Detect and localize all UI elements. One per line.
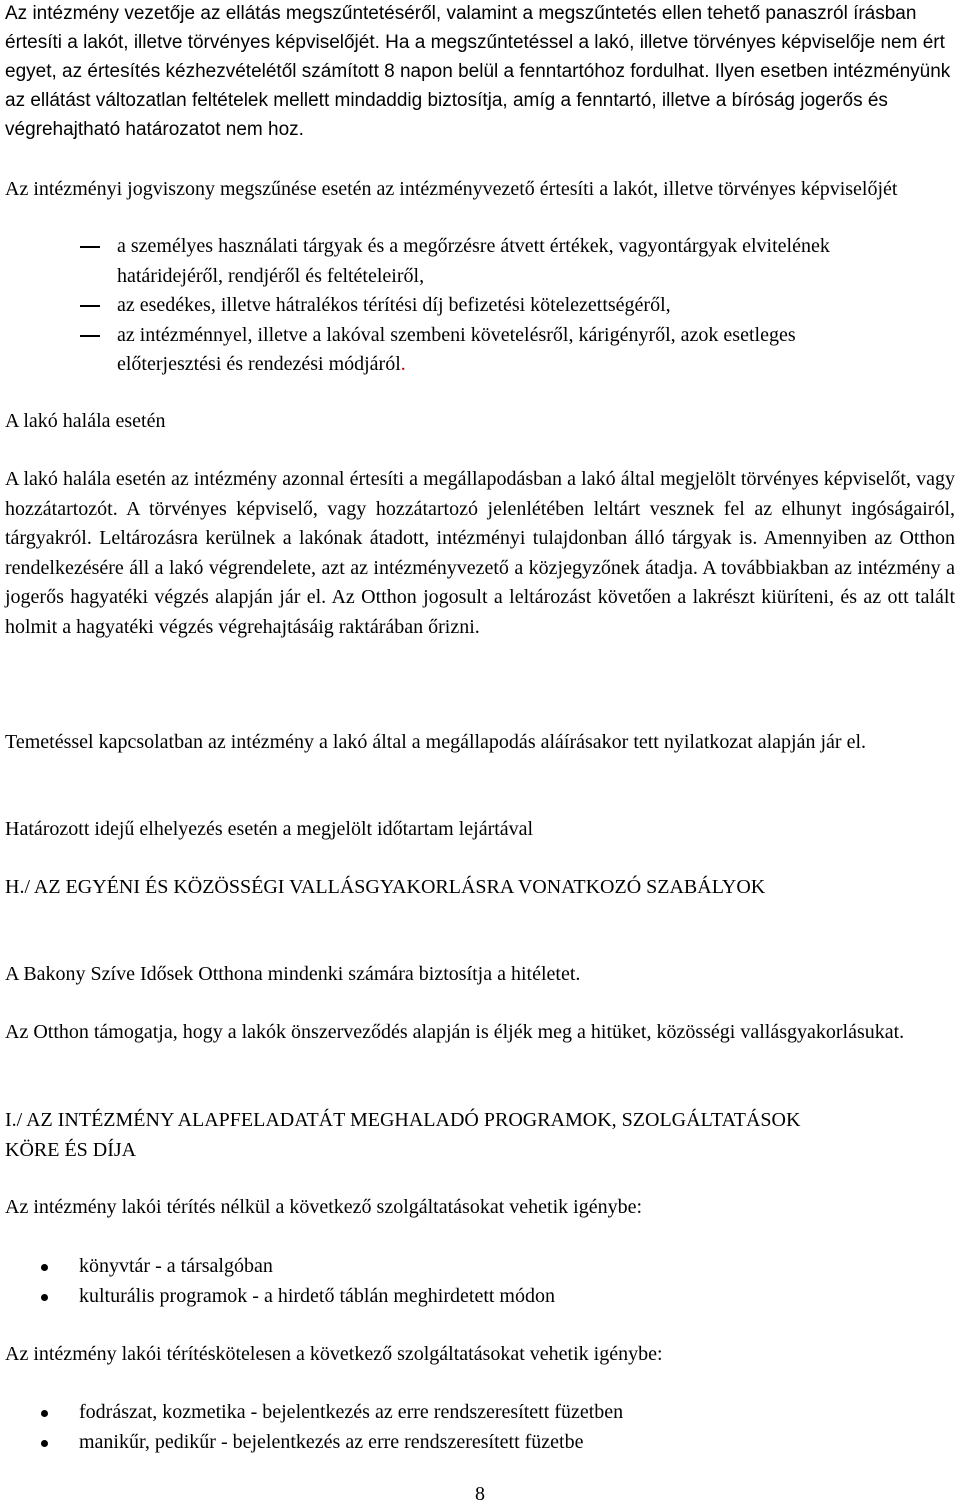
dash-bullet-icon	[80, 246, 100, 248]
termination-notice-paragraph: Az intézmény vezetője az ellátás megszűntetéséről, valamint a megszűntetés ellen tehető panaszról írásban értesíti a lakót, illetve törvényes képviselőjét. Ha a megszűntetéssel a lakó, illetve törvényes képviselője nem ért egyet, az értesítés kézhezvételétől számított 8 napon belül a fenntartóhoz fordulhat. Ilyen esetben intézményünk az ellátást változatlan feltételek mellett mindaddig biztosítja, amíg a fenntartó, illetve a bíróság jogerős és végrehajtható határozatot nem hoz.	[5, 3, 951, 140]
dash-bullet-icon	[80, 335, 100, 337]
paid-service-text: manikűr, pedikűr - bejelentkezés az erre rendszeresített füzetbe	[79, 1430, 584, 1453]
free-services-list	[0, 1252, 960, 1311]
death-heading: A lakó halála esetén	[5, 410, 166, 432]
section-h-title: H./ AZ EGYÉNI ÉS KÖZÖSSÉGI VALLÁSGYAKORLÁSRA VONATKOZÓ SZABÁLYOK	[5, 876, 766, 898]
fixed-term-paragraph: Határozott idejű elhelyezés esetén a megjelölt időtartam lejártával	[5, 818, 534, 840]
dash-list-item	[0, 232, 877, 291]
dash-bullet-icon	[80, 305, 100, 307]
free-service-text: kulturális programok - a hirdető táblán meghirdetett módon	[79, 1284, 555, 1307]
notification-dash-list	[0, 232, 960, 380]
dash-item-text: a személyes használati tárgyak és a megőrzésre átvett értékek, vagyontárgyak elvitelének határidejéről, rendjéről és feltételeiről,	[117, 235, 830, 287]
list-item	[0, 1252, 960, 1282]
dash-list-item	[0, 291, 877, 321]
dash-item-text: az intézménnyel, illetve a lakóval szembeni követelésről, kárigényről, azok esetleges előterjesztési és rendezési módjáról	[117, 323, 796, 375]
dash-list-item	[0, 321, 877, 380]
legal-relationship-paragraph: Az intézményi jogviszony megszűnése esetén az intézményvezető értesíti a lakót, illetve törvényes képviselőjét	[5, 178, 898, 200]
bullet-icon	[41, 1440, 48, 1447]
death-procedure-paragraph: A lakó halála esetén az intézmény azonnal értesíti a megállapodásban a lakó által megjelölt törvényes képviselőt, vagy hozzátartozót. A törvényes képviselő, vagy hozzátartozó jelenlétében leltárt vesznek fel az elhunyt ingóságairól, tárgyakról. Leltározásra kerülnek a lakónak átadott, intézményi tulajdonban álló tárgyak is. Amennyiben az Otthon rendelkezésére áll a lakó végrendelete, azt az intézményvezető a közjegyzőnek átadja. A továbbiakban az intézmény a jogerős hagyatéki végzés alapján jár el. Az Otthon jogosult a leltározást követően a lakrészt kiüríteni, és az ott talált holmit a hagyatéki végzés végrehajtásáig raktárában őrizni.	[5, 468, 955, 638]
list-item	[0, 1282, 960, 1312]
bullet-icon	[41, 1294, 48, 1301]
bullet-icon	[41, 1410, 48, 1417]
paid-services-list	[0, 1398, 960, 1457]
dash-end-mark: .	[400, 353, 406, 375]
page-number: 8	[475, 1483, 485, 1505]
paid-service-text: fodrászat, kozmetika - bejelentkezés az erre rendszeresített füzetben	[79, 1401, 624, 1423]
community-faith-paragraph: Az Otthon támogatja, hogy a lakók önszerveződés alapján is éljék meg a hitüket, közösségi vallásgyakorlásukat.	[5, 1021, 905, 1043]
section-i-title: I./ AZ INTÉZMÉNY ALAPFELADATÁT MEGHALADÓ PROGRAMOK, SZOLGÁLTATÁSOK KÖRE ÉS DÍJA	[5, 1109, 801, 1161]
free-service-text: könyvtár - a társalgóban	[79, 1255, 273, 1277]
dash-item-text: az esedékes, illetve hátralékos térítési díj befizetési kötelezettségéről,	[117, 294, 671, 316]
list-item	[0, 1398, 960, 1428]
bullet-icon	[41, 1264, 48, 1271]
list-item	[0, 1428, 960, 1458]
paid-services-intro: Az intézmény lakói térítéskötelesen a következő szolgáltatásokat vehetik igénybe:	[5, 1343, 663, 1365]
faith-paragraph: A Bakony Szíve Idősek Otthona mindenki számára biztosítja a hitéletet.	[5, 963, 581, 985]
free-services-intro: Az intézmény lakói térítés nélkül a következő szolgáltatásokat vehetik igénybe:	[5, 1196, 643, 1218]
funeral-paragraph: Temetéssel kapcsolatban az intézmény a lakó által a megállapodás aláírásakor tett nyilatkozat alapján jár el.	[5, 731, 866, 753]
